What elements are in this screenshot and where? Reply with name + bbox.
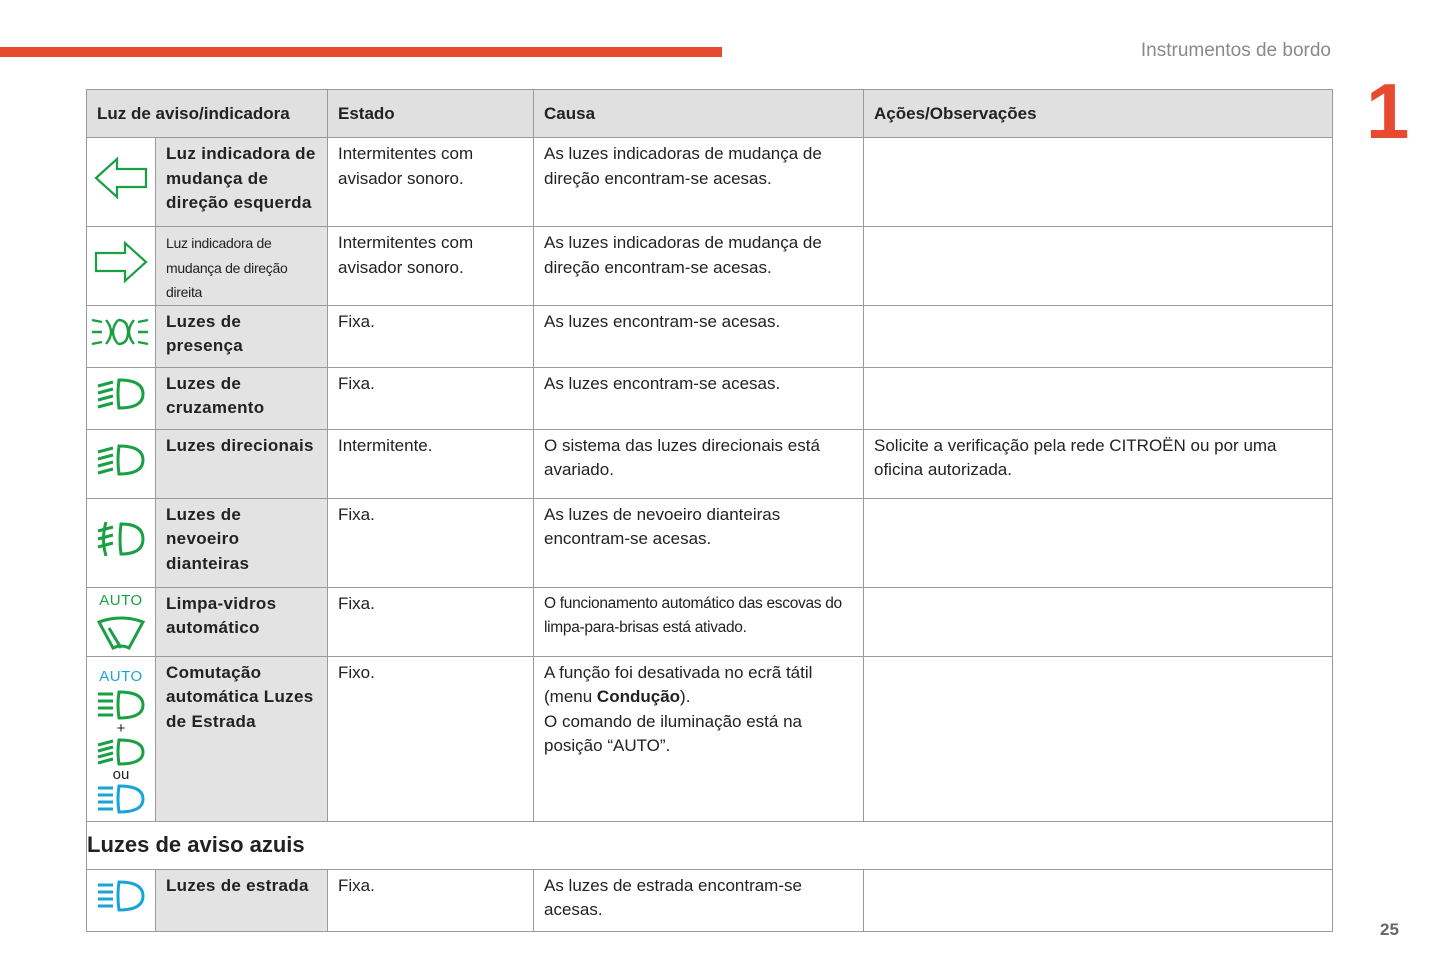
table-row (87, 227, 1333, 306)
column-header-light: Luz de aviso/indicadora (87, 90, 328, 138)
acoes-cell: Solicite a verificação pela rede CITROËN ou por uma oficina autorizada. (864, 429, 1333, 498)
dipped-beam-green-icon (95, 737, 147, 767)
page-number: 25 (1380, 920, 1399, 939)
column-header-acoes: Ações/Observações (864, 90, 1333, 138)
causa-cell: As luzes indicadoras de mudança de direção encontram-se acesas. (534, 138, 864, 227)
acoes-cell (864, 138, 1333, 227)
table-row (87, 305, 1333, 367)
causa-cell: As luzes encontram-se acesas. (534, 367, 864, 429)
causa-cell: As luzes encontram-se acesas. (534, 305, 864, 367)
auto-label: AUTO (99, 592, 143, 610)
acoes-cell (864, 305, 1333, 367)
plus-label: + (116, 720, 126, 737)
auto-label: AUTO (99, 667, 143, 685)
causa-text-end: ). (680, 687, 691, 706)
table-row (87, 138, 1333, 227)
causa-cell: As luzes de nevoeiro dianteiras encontram-se acesas. (534, 498, 864, 587)
light-name: Luz indicadora de mudança de direção esquerda (156, 138, 328, 227)
light-name: Luzes de estrada (156, 869, 328, 931)
right-turn-arrow-icon (87, 227, 156, 306)
estado-cell: Fixo. (328, 656, 534, 821)
table-row (87, 869, 1333, 931)
table-row (87, 656, 1333, 821)
acoes-cell (864, 656, 1333, 821)
estado-cell: Intermitente. (328, 429, 534, 498)
causa-cell: O funcionamento automático das escovas do limpa-para-brisas está ativado. (534, 587, 864, 656)
warning-lights-table (86, 89, 1333, 932)
high-beam-green-icon (95, 689, 147, 721)
table-row (87, 367, 1333, 429)
front-fog-lights-icon (87, 498, 156, 587)
light-name: Luzes direcionais (156, 429, 328, 498)
left-turn-arrow-icon (87, 138, 156, 227)
estado-cell: Fixa. (328, 305, 534, 367)
light-name: Luzes de nevoeiro dianteiras (156, 498, 328, 587)
light-name: Comutação automática Luzes de Estrada (156, 656, 328, 821)
acoes-cell (864, 869, 1333, 931)
or-label: ou (112, 766, 130, 783)
estado-cell: Fixa. (328, 587, 534, 656)
estado-cell: Intermitentes com avisador sonoro. (328, 138, 534, 227)
dipped-beam-icon (87, 367, 156, 429)
header-accent-bar (0, 47, 722, 57)
causa-cell: As luzes indicadoras de mudança de direção encontram-se acesas. (534, 227, 864, 306)
causa-cell: O sistema das luzes direcionais está avariado. (534, 429, 864, 498)
auto-wiper-icon (87, 587, 156, 656)
acoes-cell (864, 367, 1333, 429)
causa-cell (534, 656, 864, 821)
menu-name: Condução (596, 687, 681, 706)
table-row (87, 429, 1333, 498)
causa-cell: As luzes de estrada encontram-se acesas. (534, 869, 864, 931)
table-row (87, 587, 1333, 656)
table-header-row (87, 90, 1333, 138)
causa-text-2: O comando de iluminação está na posição “AUTO”. (544, 711, 802, 755)
section-row (87, 821, 1333, 869)
causa-text: A função foi desativada no ecrã tátil (menu (544, 662, 813, 706)
light-name: Luz indicadora de mudança de direção direita (156, 227, 328, 306)
estado-cell: Fixa. (328, 869, 534, 931)
column-header-estado: Estado (328, 90, 534, 138)
blue-lights-section-title: Luzes de aviso azuis (87, 821, 1333, 869)
directional-lights-icon (87, 429, 156, 498)
estado-cell: Fixa. (328, 498, 534, 587)
acoes-cell (864, 587, 1333, 656)
section-title: Instrumentos de bordo (1140, 40, 1331, 61)
estado-cell: Intermitentes com avisador sonoro. (328, 227, 534, 306)
position-lights-icon (87, 305, 156, 367)
table-row (87, 498, 1333, 587)
chapter-number: 1 (1366, 67, 1410, 155)
column-header-causa: Causa (534, 90, 864, 138)
light-name: Limpa-vidros automático (156, 587, 328, 656)
auto-high-beam-icon (87, 656, 156, 821)
acoes-cell (864, 227, 1333, 306)
high-beam-icon (87, 869, 156, 931)
light-name: Luzes de cruzamento (156, 367, 328, 429)
acoes-cell (864, 498, 1333, 587)
high-beam-blue-icon (95, 783, 147, 815)
estado-cell: Fixa. (328, 367, 534, 429)
light-name: Luzes de presença (156, 305, 328, 367)
